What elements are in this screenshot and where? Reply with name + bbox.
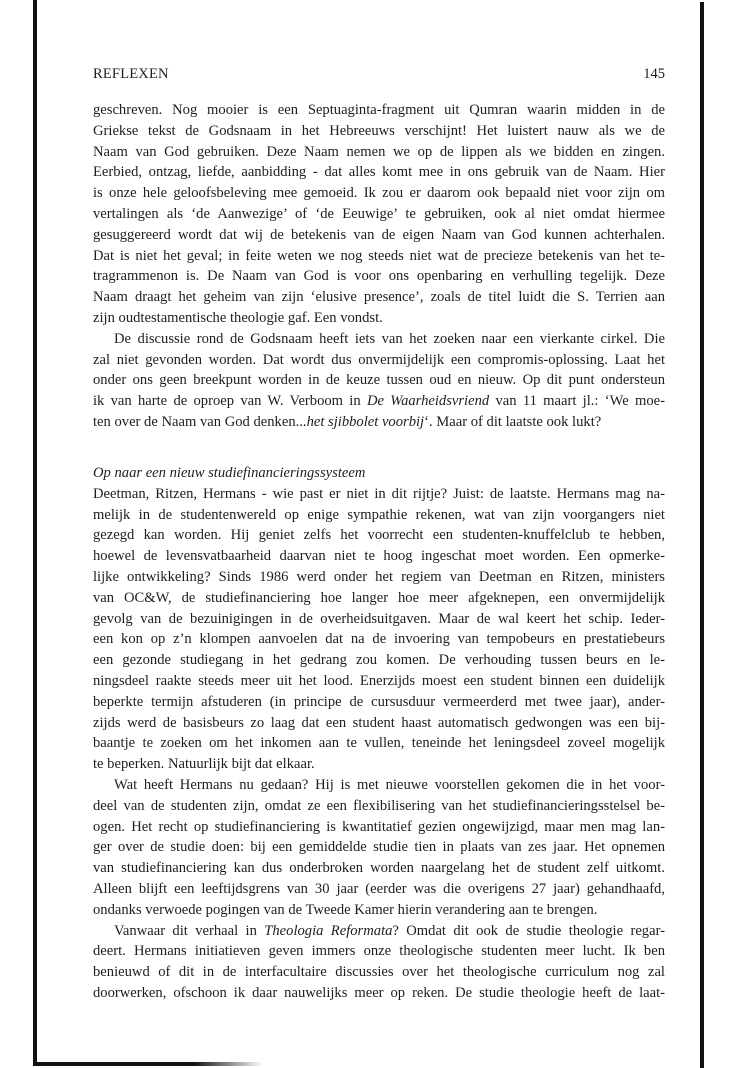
text-segment: benieuwd of dit in de interfacultaire discussies over het theologische curriculum nog zal [93, 964, 665, 981]
text-segment: ningsdeel raakte steeds meer uit het lood. Enerzijds moest een student binnen een duidelijk [93, 672, 665, 689]
text-segment: ondanks verwoede pogingen van de Tweede Kamer hierin verandering aan te brengen. [93, 901, 598, 918]
text-line [93, 962, 665, 983]
text-segment: zijds werd de basisbeurs zo laag dat een student haast automatisch gedwongen was een bij- [93, 714, 665, 731]
text-segment: is onze hele geloofsbeleving mee gemoeid. Ik zou er daarom ook bepaald niet voor zijn om [93, 185, 665, 202]
text-line [93, 837, 665, 858]
text-segment: ik van harte de oproep van W. Verboom in [93, 393, 367, 410]
text-line [93, 879, 665, 900]
text-line [93, 225, 665, 246]
text-line [93, 858, 665, 879]
text-segment: gevolg van de bezuinigingen in de overheidsuitgaven. Maar de wal keert het schip. Ieder- [93, 610, 665, 627]
text-segment: Griekse tekst de Godsnaam in het Hebreeuws verschijnt! Het luistert nauw als we de [93, 122, 665, 139]
text-segment: van 11 maart jl.: ‘We moe- [489, 393, 665, 410]
text-line [93, 921, 665, 942]
text-line [93, 142, 665, 163]
text-segment: gesuggereerd wordt dat wij de betekenis van de eigen Naam van God kunnen achterhalen. [93, 226, 665, 243]
text-segment: ‘. Maar of dit laatste ook lukt? [424, 413, 602, 430]
text-segment: een kon op z’n klompen aanvoelen dat na de invoering van tempobeurs en prestatiebeurs [93, 631, 665, 648]
text-line [93, 391, 665, 412]
text-line [93, 671, 665, 692]
section-studiefinanciering [93, 463, 665, 1004]
text-line [93, 650, 665, 671]
text-line [93, 412, 665, 433]
text-segment: doorwerken, ofschoon ik daar nauwelijks meer op reken. De studie theologie heeft de laat- [93, 984, 665, 1001]
text-line [93, 817, 665, 838]
text-line [93, 308, 665, 329]
text-line [93, 121, 665, 142]
section-heading [93, 463, 665, 484]
text-line [93, 713, 665, 734]
text-segment: ogen. Het recht op studiefinanciering is kwantitatief gezien ongewijzigd, maar men mag lan- [93, 818, 665, 835]
text-segment: Eerbied, ontzag, liefde, aanbidding - dat alles komt mee in ons gebruik van de Naam. Hier [93, 164, 665, 181]
italic-text: het sjibbolet voorbij [306, 413, 425, 430]
italic-text: Theologia Reformata [264, 922, 393, 939]
text-line [93, 266, 665, 287]
text-line [93, 754, 665, 775]
text-line [93, 525, 665, 546]
text-segment: te beperken. Natuurlijk bijt dat elkaar. [93, 756, 315, 773]
text-segment: baantje te zoeken om het inkomen aan te vullen, teneinde het leningsdeel zoveel mogelijk [93, 735, 665, 752]
text-line [93, 204, 665, 225]
text-line [93, 287, 665, 308]
text-segment: ger over de studie doen: bij een gemiddelde studie tien in plaats van zes jaar. Het opnemen [93, 839, 665, 856]
text-line [93, 162, 665, 183]
text-line [93, 775, 665, 796]
text-segment: melijk in de studentenwereld op enige sympathie rekenen, wat van zijn voorgangers niet [93, 506, 665, 523]
text-line [93, 796, 665, 817]
text-segment: lijke ontwikkeling? Sinds 1986 werd onder het regiem van Deetman en Ritzen, ministers [93, 568, 665, 585]
text-line [93, 350, 665, 371]
text-segment: tragrammenon is. De Naam van God is voor ons openbaring en verhulling tegelijk. Deze [93, 268, 665, 285]
text-segment: Naam van God gebruiken. Deze Naam nemen we op de lippen als we bidden en zingen. [93, 143, 665, 160]
text-line [93, 941, 665, 962]
text-line [93, 484, 665, 505]
text-line [93, 100, 665, 121]
text-line [93, 329, 665, 350]
text-segment: zijn oudtestamentische theologie gaf. Een vondst. [93, 309, 383, 326]
text-segment: deel van de studenten zijn, omdat ze een flexibilisering van het studiefinancieringsstelsel be- [93, 797, 665, 814]
text-segment: beperkte termijn afstuderen (in principe de cursusduur vermeerderd met twee jaar), ander- [93, 693, 665, 710]
text-line [93, 246, 665, 267]
text-segment: van studiefinanciering kan dus onderbroken worden naargelang het de student zelf uitkomt. [93, 860, 665, 877]
text-segment: deert. Hermans initiatieven geven immers onze theologische studenten meer lucht. Ik ben [93, 943, 665, 960]
text-segment: Alleen blijft een leeftijdsgrens van 30 jaar (eerder was die overigens 27 jaar) gehandhaafd, [93, 880, 665, 897]
text-line [93, 567, 665, 588]
text-segment: van OC&W, de studiefinanciering hoe langer hoe meer afgeknepen, een onvermijdelijk [93, 589, 665, 606]
text-line [93, 505, 665, 526]
text-line [93, 983, 665, 1004]
text-segment: ? Omdat dit ook de studie theologie regar- [392, 922, 665, 939]
italic-text: Op naar een nieuw studiefinancieringssysteem [93, 465, 366, 481]
scan-border-left [33, 0, 37, 1066]
text-segment: Vanwaar dit verhaal in [114, 922, 265, 939]
text-line [93, 588, 665, 609]
text-segment: zal niet gevonden worden. Dat wordt dus onvermijdelijk een compromis-oplossing. Laat het [93, 351, 665, 368]
text-segment: vertalingen als ‘de Aanwezige’ of ‘de Eeuwige’ te gebruiken, ook al niet omdat hiermee [93, 205, 665, 222]
text-segment: Naam draagt het geheim van zijn ‘elusive presence’, zoals de titel luidt die S. Terrien aan [93, 289, 665, 306]
text-line [93, 692, 665, 713]
page-number: 145 [643, 66, 665, 82]
section-godsnaam [93, 100, 665, 433]
text-segment: ten over de Naam van God denken... [93, 413, 307, 430]
text-segment: gezegd kan worden. Hij geniet zelfs het voorrecht een studenten-knuffelclub te hebben, [93, 527, 665, 544]
scan-border-right [700, 2, 704, 1068]
text-segment: onder ons geen breekpunt worden in de keuze tussen oud en nieuw. Op dit punt ondersteun [93, 372, 665, 389]
text-line [93, 733, 665, 754]
text-segment: De discussie rond de Godsnaam heeft iets van het zoeken naar een vierkante cirkel. Die [114, 330, 665, 347]
text-line [93, 183, 665, 204]
text-segment: geschreven. Nog mooier is een Septuaginta-fragment uit Qumran waarin midden in de [93, 102, 665, 118]
text-line [93, 546, 665, 567]
italic-text: De Waarheidsvriend [366, 393, 490, 410]
text-segment: een gezonde studiegang in het gedrang zou komen. De verhouding tussen beurs en le- [93, 652, 665, 669]
text-segment: hoewel de levensvatbaarheid daarvan niet te hoog ingeschat moet worden. Een opmerke- [93, 548, 665, 565]
scan-border-bottom [33, 1062, 263, 1066]
text-line [93, 900, 665, 921]
text-segment: Wat heeft Hermans nu gedaan? Hij is met nieuwe voorstellen gekomen die in het voor- [114, 776, 665, 793]
text-segment: Dat is niet het geval; in feite weten we nog steeds niet wat de precieze betekenis van het te- [93, 247, 665, 264]
text-line [93, 609, 665, 630]
text-line [93, 370, 665, 391]
running-head: REFLEXEN [93, 66, 169, 82]
text-line [93, 629, 665, 650]
text-segment: Deetman, Ritzen, Hermans - wie past er niet in dit rijtje? Juist: de laatste. Hermans mag na- [93, 485, 665, 502]
